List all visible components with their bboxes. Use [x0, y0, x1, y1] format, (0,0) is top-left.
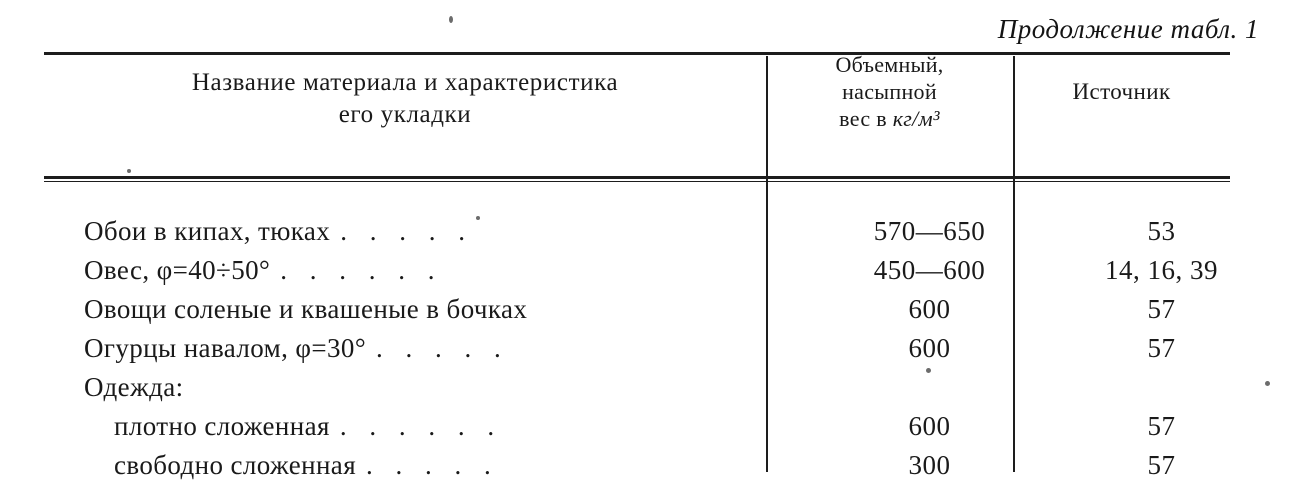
table-row	[44, 294, 1270, 333]
row-source-value	[1053, 372, 1270, 411]
ink-speck	[449, 16, 453, 23]
row-label: Обои в кипах, тюках	[84, 216, 331, 246]
header-weight-prefix: вес в	[839, 105, 893, 131]
row-material-name	[44, 333, 806, 372]
row-weight-value: 600	[908, 411, 951, 441]
row-leaders: . . . . . .	[280, 255, 443, 285]
row-weight-value	[806, 372, 1053, 411]
table-body	[44, 186, 1230, 480]
table-row	[44, 450, 1270, 489]
row-weight-value: 570—650	[873, 216, 986, 246]
header-source-label: Источник	[1072, 79, 1171, 105]
row-material-name	[44, 450, 806, 489]
table-header	[44, 52, 1230, 132]
row-leaders: . . . . . .	[339, 411, 503, 441]
header-weight-line3	[766, 106, 1013, 133]
row-label: Овес, φ=40÷50°	[84, 255, 271, 285]
row-material-name	[44, 255, 806, 294]
row-leaders: . . . . .	[376, 333, 509, 363]
table-row	[44, 333, 1270, 372]
table-row	[44, 411, 1270, 450]
header-cell-source	[1013, 52, 1230, 132]
header-material-line2: его укладки	[338, 101, 472, 129]
row-source-value: 57	[1147, 411, 1176, 441]
header-cell-material	[44, 52, 766, 132]
table-row	[44, 372, 1270, 411]
header-weight-units: кг/м³	[892, 105, 940, 131]
row-source-value: 57	[1147, 450, 1176, 480]
row-label: Огурцы навалом, φ=30°	[84, 333, 367, 363]
row-source-value: 14, 16, 39	[1105, 255, 1218, 285]
row-material-name	[44, 411, 806, 450]
row-material-name	[44, 294, 806, 333]
table-row	[44, 255, 1270, 294]
row-label: Одежда:	[84, 372, 184, 402]
row-weight-value: 300	[908, 450, 951, 480]
header-weight-line1: Объемный,	[835, 52, 944, 77]
header-cell-weight	[766, 52, 1013, 132]
header-material-line1: Название материала и характеристика	[191, 69, 619, 97]
ink-speck	[127, 169, 131, 173]
row-weight-value: 600	[908, 294, 951, 324]
row-leaders: . . . . .	[340, 216, 473, 246]
row-source-value: 57	[1147, 294, 1176, 324]
table-header-rule	[44, 176, 1230, 179]
row-source-value: 57	[1147, 333, 1176, 363]
continuation-caption: Продолжение табл. 1	[997, 14, 1259, 44]
row-material-name	[44, 372, 806, 411]
row-leaders	[184, 372, 194, 402]
row-material-name	[44, 216, 806, 255]
row-source-value: 53	[1147, 216, 1176, 246]
header-weight-line2: насыпной	[842, 78, 937, 104]
row-label: свободно сложенная	[114, 450, 357, 480]
row-weight-value: 450—600	[873, 255, 986, 285]
row-label: плотно сложенная	[114, 411, 330, 441]
row-weight-value: 600	[908, 333, 951, 363]
row-leaders: . . . . .	[366, 450, 499, 480]
table-header-rule-thin	[44, 181, 1230, 182]
table-row	[44, 216, 1270, 255]
row-leaders	[527, 294, 537, 324]
row-label: Овощи соленые и квашеные в бочках	[84, 294, 528, 324]
